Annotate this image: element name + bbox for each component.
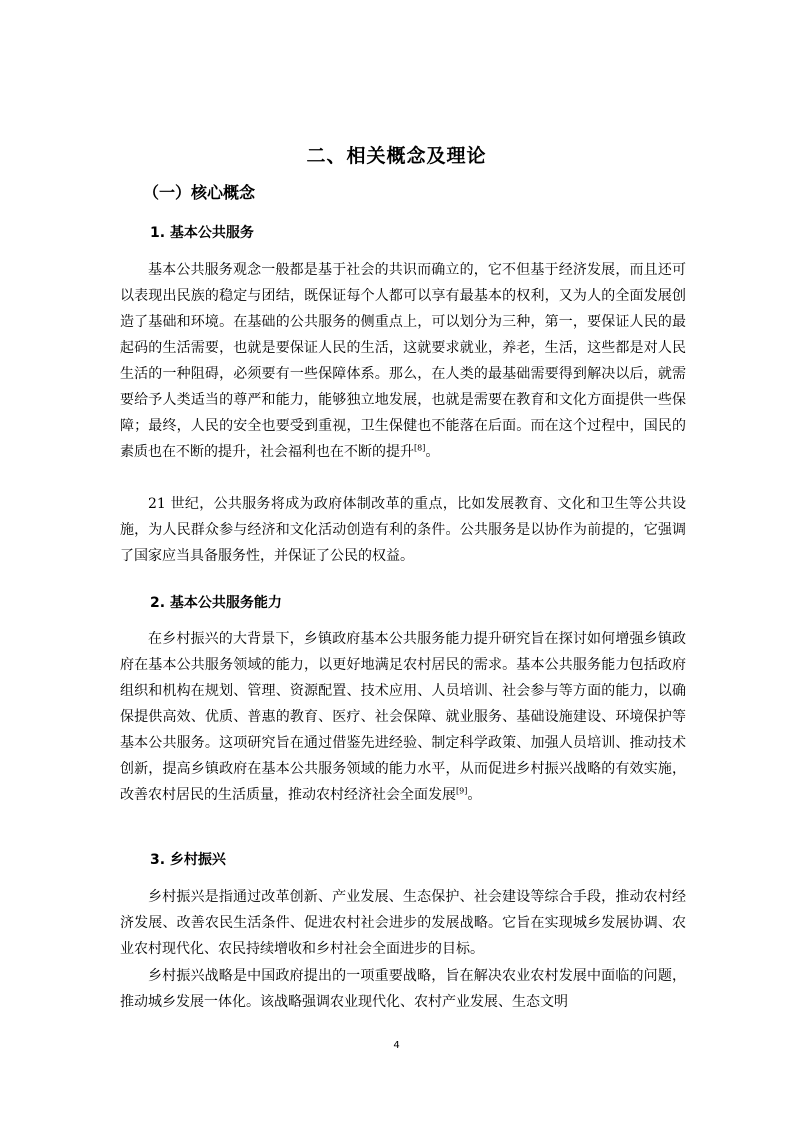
paragraph-end: 。 [425,444,440,460]
subsection-title-2: 2. 基本公共服务能力 [150,595,282,611]
citation-ref: [8] [414,443,426,453]
subsection-title-3: 3. 乡村振兴 [150,852,226,868]
paragraph-rural-revitalization-1: 乡村振兴是指通过改革创新、产业发展、生态保护、社会建设等综合手段，推动农村经济发展、改善农民生活条件、促进农村社会进步的发展战略。它旨在实现城乡发展协调、农业农村现代化、农民持续增收和乡村社会全面进步的目标。 [120,889,686,957]
citation-ref: [9] [456,786,468,796]
chapter-title: 二、相关概念及理论 [306,145,487,167]
paragraph-service-capacity [120,626,686,808]
paragraph-basic-public-service [120,257,686,465]
paragraph-21st-century: 21 世纪，公共服务将成为政府体制改革的重点，比如发展教育、文化和卫生等公共设施，为人民群众参与经济和文化活动创造有利的条件。公共服务是以协作为前提的，它强调了国家应当具备服务性，并保证了公民的权益。 [120,496,686,564]
paragraph-text: 在乡村振兴的大背景下，乡镇政府基本公共服务能力提升研究旨在探讨如何增强乡镇政府在基本公共服务领域的能力，以更好地满足农村居民的需求。基本公共服务能力包括政府组织和机构在规划、管理、资源配置、技术应用、人员培训、社会参与等方面的能力，以确保提供高效、优质、普惠的教育、医疗、社会保障、就业服务、基础设施建设、环境保护等基本公共服务。这项研究旨在通过借鉴先进经验、制定科学政策、加强人员培训、推动技术创新，提高乡镇政府在基本公共服务领域的能力水平，从而促进乡村振兴战略的有效实施，改善农村居民的生活质量，推动农村经济社会全面发展 [120,631,686,803]
subsection-title-1: 1. 基本公共服务 [150,225,254,241]
page-number: 4 [393,1040,400,1051]
section-title: （一）核心概念 [143,183,256,202]
paragraph-rural-revitalization-2: 乡村振兴战略是中国政府提出的一项重要战略，旨在解决农业农村发展中面临的问题，推动城乡发展一体化。该战略强调农业现代化、农村产业发展、生态文明 [120,968,686,1010]
paragraph-end: 。 [467,787,482,803]
paragraph-text: 基本公共服务观念一般都是基于社会的共识而确立的，它不但基于经济发展，而且还可以表现出民族的稳定与团结，既保证每个人都可以享有最基本的权利，又为人的全面发展创造了基础和环境。在基础的公共服务的侧重点上，可以划分为三种，第一，要保证人民的最起码的生活需要，也就是要保证人民的生活，这就要求就业，养老，生活，这些都是对人民生活的一种阻碍，必须要有一些保障体系。那么，在人类的最基础需要得到解决以后，就需要给予人类适当的尊严和能力，能够独立地发展，也就是需要在教育和文化方面提供一些保障；最终，人民的安全也要受到重视，卫生保健也不能落在后面。而在这个过程中，国民的素质也在不断的提升，社会福利也在不断的提升 [120,262,686,460]
